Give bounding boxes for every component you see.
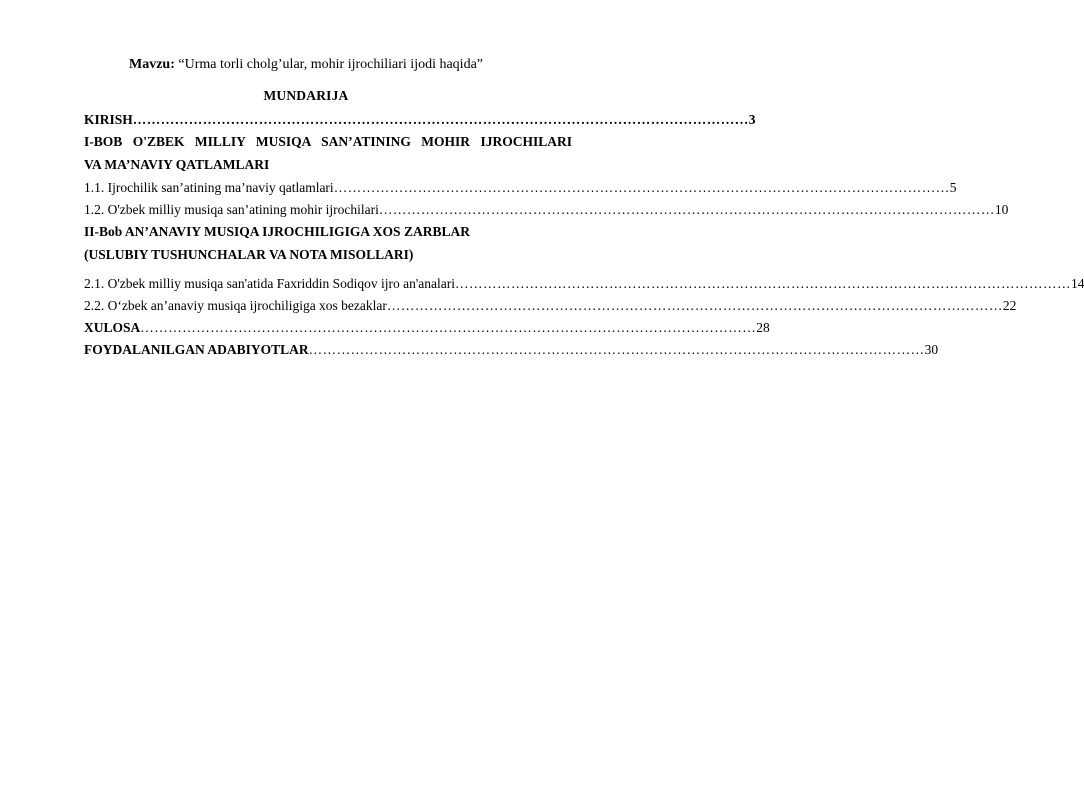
leader-dots: …………………………………………………………………………………………………………………… (308, 342, 925, 357)
leader-dots: …………………………………………………………………………………………………………………… (378, 202, 995, 217)
leader-dots: …………………………………………………………………………………………………………………… (140, 320, 757, 335)
toc-entry-page: 14 (1070, 276, 1084, 291)
toc-entry-page: 22 (1002, 298, 1017, 313)
toc-entry-title: KIRISH (84, 112, 133, 127)
leader-dots: …………………………………………………………………………………………………………………… (132, 112, 749, 127)
leader-dots: …………………………………………………………………………………………………………………… (386, 298, 1003, 313)
toc-entry-page: 28 (756, 320, 770, 335)
leader-dots: …………………………………………………………………………………………………………………… (333, 180, 950, 195)
leader-dots: …………………………………………………………………………………………………………………… (454, 276, 1071, 291)
table-of-contents (84, 112, 1084, 364)
toc-entry-foydalanilgan-adabiyotlar (84, 342, 939, 364)
toc-entry-title: 2.2. O‘zbek an’anaviy musiqa ijrochiligiga xos bezaklar (84, 298, 387, 313)
toc-entry-kirish (84, 112, 756, 134)
toc-entry-title: 2.1. O'zbek milliy musiqa san'atida Faxriddin Sodiqov ijro an'analari (84, 276, 455, 291)
topic-text: “Urma torli cholg’ular, mohir ijrochiliari ijodi haqida” (174, 57, 483, 72)
toc-entry-page: 30 (924, 342, 939, 357)
chapter-1-title-line-1: I-BOB O'ZBEK MILLIY MUSIQA SAN’ATINING MOHIR IJROCHILARI (84, 134, 572, 149)
toc-entry-2-2 (84, 298, 1017, 320)
topic-line (0, 57, 612, 73)
toc-entry-title: XULOSA (84, 320, 141, 335)
toc-entry-title: 1.2. O'zbek milliy musiqa san’atining mohir ijrochilari (84, 202, 379, 217)
topic-label: Mavzu: (128, 57, 175, 72)
chapter-2-title-line-2: (USLUBIY TUSHUNCHALAR VA NOTA MISOLLARI) (84, 247, 414, 262)
toc-entry-xulosa (84, 320, 770, 342)
toc-entry-title: 1.1. Ijrochilik san’atining ma’naviy qatlamlari (84, 180, 334, 195)
toc-entry-title: FOYDALANILGAN ADABIYOTLAR (84, 342, 309, 357)
toc-entry-page: 5 (949, 180, 957, 195)
toc-entry-1-1 (84, 180, 957, 202)
toc-entry-page: 10 (994, 202, 1009, 217)
chapter-1-title-line-2: VA MA’NAVIY QATLAMLARI (84, 157, 270, 172)
toc-entry-page: 3 (748, 112, 756, 127)
toc-heading: MUNDARIJA (263, 88, 349, 103)
toc-entry-1-2 (84, 202, 1009, 224)
chapter-2-title-line-1: II-Bob AN’ANAVIY MUSIQA IJROCHILIGIGA XOS ZARBLAR (84, 224, 470, 239)
toc-entry-2-1 (84, 276, 1084, 298)
